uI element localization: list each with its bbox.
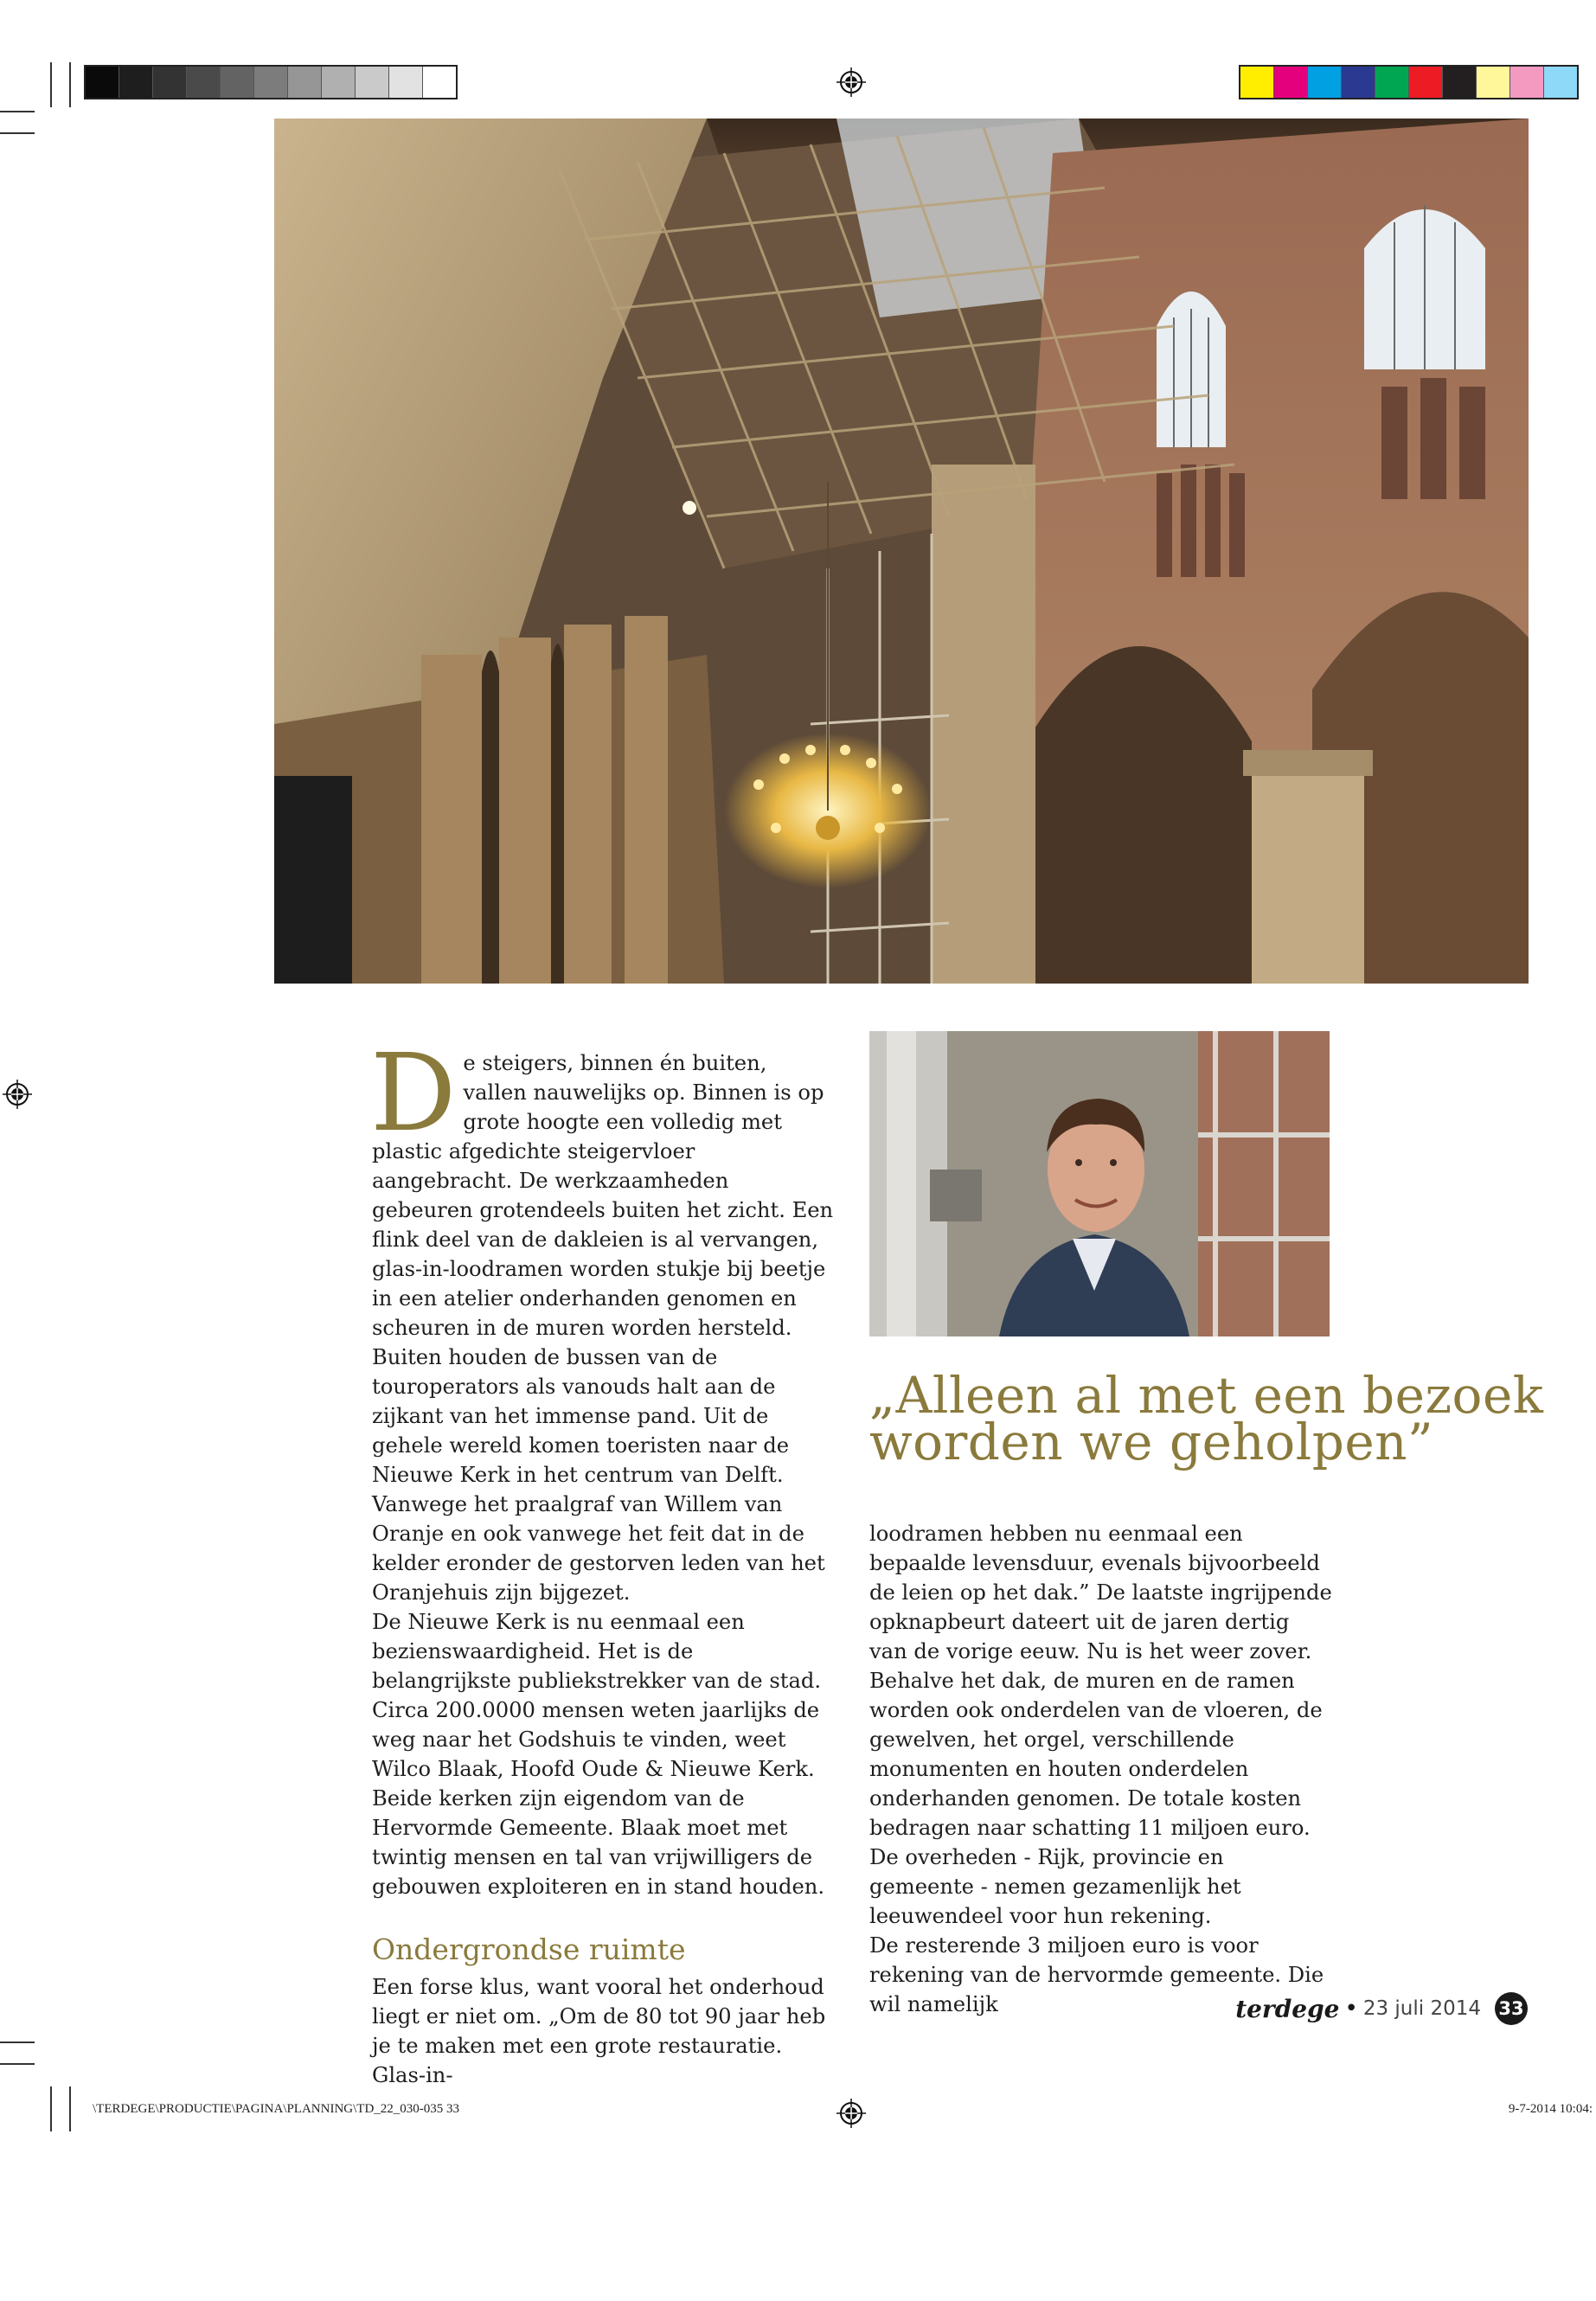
drop-cap: D	[370, 1031, 457, 1156]
pull-quote: „Alleen al met een bezoek worden we geholpen”	[869, 1366, 1544, 1471]
gray-swatch	[153, 67, 187, 98]
gray-swatch	[389, 67, 423, 98]
crop-mark	[0, 111, 35, 112]
color-swatch	[1274, 67, 1308, 98]
gray-swatch	[119, 67, 153, 98]
magazine-logo: terdege	[1235, 1994, 1340, 2023]
gray-swatch	[322, 67, 356, 98]
grayscale-color-bar	[84, 65, 458, 99]
color-swatch	[1375, 67, 1409, 98]
gray-swatch	[221, 67, 254, 98]
color-swatch	[1240, 67, 1274, 98]
gray-swatch	[356, 67, 389, 98]
color-swatch	[1409, 67, 1443, 98]
registration-mark-icon	[3, 1080, 32, 1109]
body-paragraph: Een forse klus, want vooral het onderhoud liegt er niet om. „Om de 80 tot 90 jaar heb je te maken met een grote restauratie. Glas-in-	[372, 1975, 826, 2087]
body-paragraph: loodramen hebben nu eenmaal een bepaalde levensduur, evenals bijvoorbeeld de leien op het dak.” De laatste ingrijpende opknapbeurt dateert uit de jaren dertig van de vorige eeuw. Nu is het weer zover.	[869, 1522, 1332, 1663]
gray-swatch	[254, 67, 288, 98]
gray-swatch	[187, 67, 221, 98]
crop-mark	[50, 2086, 52, 2131]
crop-mark	[50, 62, 52, 107]
page-footer	[1235, 1990, 1528, 2028]
issue-date: 23 juli 2014	[1362, 1997, 1481, 2020]
color-swatch	[1308, 67, 1342, 98]
crop-mark	[0, 2063, 35, 2065]
process-color-bar	[1239, 65, 1579, 99]
color-swatch	[1477, 67, 1510, 98]
print-slug-path: \TERDEGE\PRODUCTIE\PAGINA\PLANNING\TD_22_030-035 33	[93, 2102, 460, 2116]
gray-swatch	[86, 67, 119, 98]
crop-mark	[69, 2086, 71, 2131]
color-swatch	[1510, 67, 1544, 98]
crop-mark	[0, 2041, 35, 2043]
section-subheading: Ondergrondse ruimte	[372, 1932, 686, 1966]
color-swatch	[1342, 67, 1375, 98]
print-slug-timestamp: 9-7-2014 10:04:	[1508, 2102, 1593, 2116]
registration-mark-icon	[836, 2099, 866, 2128]
body-paragraph: Behalve het dak, de muren en de ramen worden ook onderdelen van de vloeren, de gewelven, het orgel, verschillende monumenten en houten onderdelen onderhanden genomen. De totale kosten bedragen naar schatting 11 miljoen euro. De overheden - Rijk, provincie en gemeente - nemen gezamenlijk het leeuwendeel voor hun rekening.	[869, 1669, 1323, 1928]
gray-swatch	[288, 67, 322, 98]
crop-mark	[69, 62, 71, 107]
color-swatch	[1544, 67, 1577, 98]
article-column-left	[370, 1031, 835, 2090]
lead-text: e steigers, binnen én buiten, vallen nauwelijks op. Binnen is op grote hoogte een volledig met plastic afgedichte steigervloer aangebracht. De werkzaamheden gebeuren grotendeels buiten het zicht. Een flink deel van de dakleien is al vervangen, glas-in-loodramen worden stukje bij beetje in een atelier onderhanden genomen en scheuren in de muren worden hersteld.	[372, 1051, 834, 1340]
crop-mark	[0, 132, 35, 134]
gray-swatch	[423, 67, 456, 98]
church-interior-photo	[274, 119, 1529, 984]
registration-mark-icon	[836, 67, 866, 97]
body-paragraph: De Nieuwe Kerk is nu eenmaal een bezienswaardigheid. Het is de belangrijkste publiekstrekker van de stad. Circa 200.0000 mensen weten jaarlijks de weg naar het Godshuis te vinden, weet Wilco Blaak, Hoofd Oude & Nieuwe Kerk. Beide kerken zijn eigendom van de Hervormde Gemeente. Blaak moet met twintig mensen en tal van vrijwilligers de gebouwen exploiteren en in stand houden.	[372, 1610, 825, 1899]
footer-separator: •	[1344, 1996, 1358, 2022]
page-number-badge: 33	[1495, 1992, 1528, 2025]
color-swatch	[1443, 67, 1477, 98]
body-paragraph: Buiten houden de bussen van de touroperators als vanouds halt aan de zijkant van het immense pand. Uit de gehele wereld komen toeristen naar de Nieuwe Kerk in het centrum van Delft. Vanwege het praalgraf van Willem van Oranje en ook vanwege het feit dat in de kelder eronder de gestorven leden van het Oranjehuis zijn bijgezet.	[372, 1345, 825, 1605]
article-column-right	[869, 1519, 1332, 2019]
body-paragraph: De resterende 3 miljoen euro is voor rekening van de hervormde gemeente. Die wil namelijk	[869, 1933, 1324, 2016]
lead-paragraph	[370, 1031, 835, 1343]
portrait-photo	[869, 1031, 1330, 1336]
